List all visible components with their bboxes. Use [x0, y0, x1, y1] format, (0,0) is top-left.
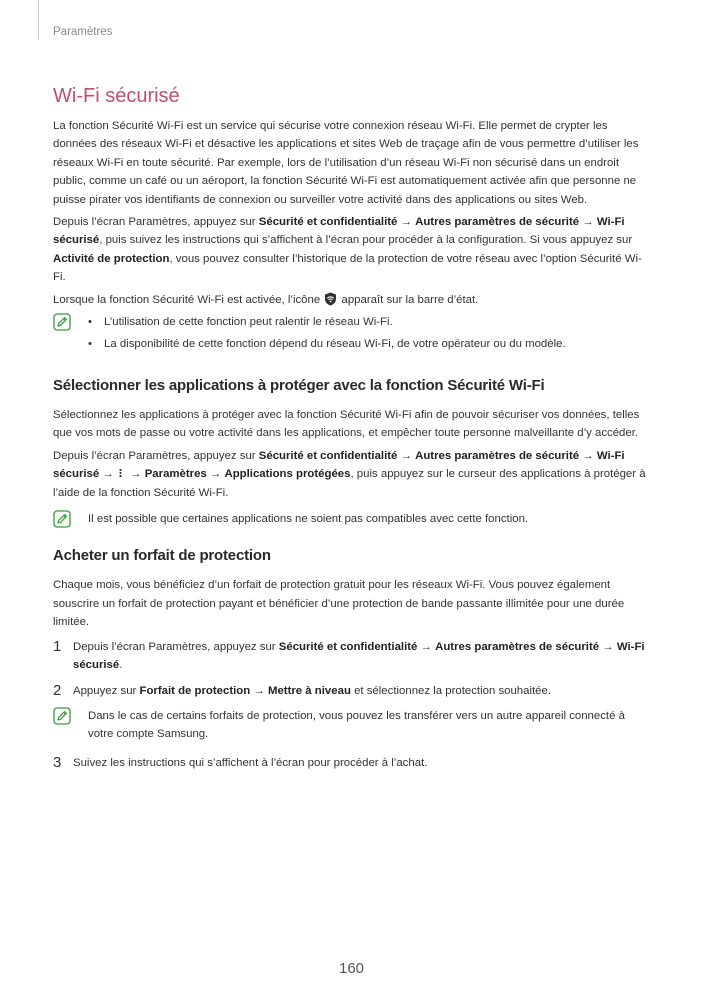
text: Depuis l’écran Paramètres, appuyez sur — [53, 216, 259, 229]
arrow: → — [99, 468, 117, 481]
note-item: • La disponibilité de cette fonction dépend du réseau Wi-Fi, de votre opérateur ou du modèle. — [88, 335, 653, 353]
status-icon-paragraph — [53, 291, 653, 309]
arrow: → — [206, 468, 225, 481]
menu-path-protected-apps: Applications protégées — [224, 468, 351, 481]
section1-instructions — [53, 447, 653, 502]
text: Lorsque la fonction Sécurité Wi-Fi est activée, l’icône — [53, 293, 324, 306]
page-content — [53, 83, 653, 778]
note-text: Il est possible que certaines applications ne soient pas compatibles avec cette fonction. — [88, 512, 529, 525]
section2-paragraph: Chaque mois, vous bénéficiez d’un forfait de protection gratuit pour les réseaux Wi-Fi. Vous pouvez également souscrire un forfait de protection payant et bénéficier d’une protection de bande passante illimitée pour une durée limitée. — [53, 579, 625, 629]
section1-paragraph: Sélectionnez les applications à protéger avec la fonction Sécurité Wi-Fi afin de pouvoir sécuriser vos données, telles que vos mots de passe ou votre activité dans les applications, et empêcher toute personne malveillante d’y accéder. — [53, 408, 640, 440]
note-text: Dans le cas de certains forfaits de protection, vous pouvez les transférer vers un autre appareil connecté à votre compte Samsung. — [88, 709, 625, 741]
text: apparaît sur la barre d’état. — [338, 293, 479, 306]
arrow: → — [397, 449, 416, 462]
intro-paragraph: La fonction Sécurité Wi-Fi est un service qui sécurise votre connexion réseau Wi-Fi. Elle permet de crypter les données des réseaux Wi-Fi et désactive les applications et sites Web de traçage afin de vous permettre d’utiliser les réseaux Wi-Fi en toute sécurité. Par exemple, lors de l’utilisation d’un réseau Wi-Fi non sécurisé dans un endroit public, comme un café ou un aéroport, la fonction Sécurité Wi-Fi est automatiquement activée afin que personne ne puisse pirater vos identifiants de connexion ou surveiller votre activité dans des applications ou sites Web. — [53, 120, 639, 206]
note-pencil-icon — [53, 510, 71, 528]
menu-path-settings: Paramètres — [144, 468, 207, 481]
page-title: Wi-Fi sécurisé — [53, 85, 180, 107]
note-pencil-icon — [53, 313, 71, 331]
text: , puis suivez les instructions qui s’affichent à l’écran pour procéder à la configuration. Si vous appuyez sur — [99, 234, 633, 247]
arrow: → — [599, 640, 617, 653]
arrow: → — [579, 216, 597, 229]
header-divider — [38, 0, 39, 40]
step-item — [53, 638, 653, 675]
note-pencil-icon — [53, 707, 71, 725]
page-number: 160 — [338, 960, 365, 977]
menu-path-more-security: Autres paramètres de sécurité — [415, 216, 580, 229]
text: . — [119, 658, 123, 671]
text: , puis appuyez sur le curseur des applications à protéger à l’aide de la fonction Sécurité Wi-Fi. — [53, 468, 646, 499]
text: Depuis l’écran Paramètres, appuyez sur — [73, 640, 279, 653]
note-block — [53, 313, 653, 358]
menu-path-wifi: Wi-Fi sécurisé — [53, 216, 625, 247]
text: et sélectionnez la protection souhaitée. — [350, 685, 552, 698]
intro-instructions — [53, 213, 653, 287]
menu-path-wifi: Wi-Fi sécurisé — [73, 640, 645, 671]
section-heading: Sélectionner les applications à protéger avec la fonction Sécurité Wi-Fi — [53, 376, 545, 394]
step-text — [73, 638, 653, 675]
wifi-shield-icon — [324, 292, 337, 306]
arrow: → — [250, 685, 268, 698]
section-heading: Acheter un forfait de protection — [53, 547, 271, 565]
menu-path-wifi: Wi-Fi sécurisé — [53, 449, 625, 481]
menu-path-security: Sécurité et confidentialité — [258, 216, 398, 229]
arrow: → — [397, 216, 416, 229]
menu-path-security: Sécurité et confidentialité — [278, 640, 418, 653]
step-number: 3 — [53, 753, 62, 771]
step-number: 2 — [53, 682, 62, 700]
step-number: 1 — [53, 637, 62, 655]
step-item — [53, 682, 653, 700]
step-text: Suivez les instructions qui s’affichent à l’écran pour procéder à l’achat. — [73, 756, 428, 769]
steps-list — [53, 638, 653, 772]
arrow: → — [417, 640, 436, 653]
menu-path-more-security: Autres paramètres de sécurité — [435, 640, 600, 653]
more-options-icon — [118, 466, 126, 480]
step-text — [73, 682, 653, 700]
note-item: • L’utilisation de cette fonction peut ralentir le réseau Wi-Fi. — [88, 313, 653, 331]
note-block — [53, 707, 653, 744]
step-item — [53, 754, 653, 772]
menu-path-more-security: Autres paramètres de sécurité — [415, 449, 580, 462]
menu-path-security: Sécurité et confidentialité — [258, 449, 398, 462]
page-header: Paramètres — [53, 26, 113, 38]
text: Depuis l’écran Paramètres, appuyez sur — [53, 449, 259, 462]
menu-path-activity: Activité de protection — [53, 252, 170, 265]
note-block — [53, 510, 653, 528]
menu-path-upgrade: Mettre à niveau — [267, 685, 351, 698]
arrow: → — [579, 449, 597, 462]
arrow: → — [126, 468, 145, 481]
menu-path-plan: Forfait de protection — [139, 685, 251, 698]
text: , vous pouvez consulter l’historique de la protection de votre réseau avec l’option Sécurité Wi-Fi. — [53, 252, 642, 284]
text: Appuyez sur — [73, 685, 140, 698]
